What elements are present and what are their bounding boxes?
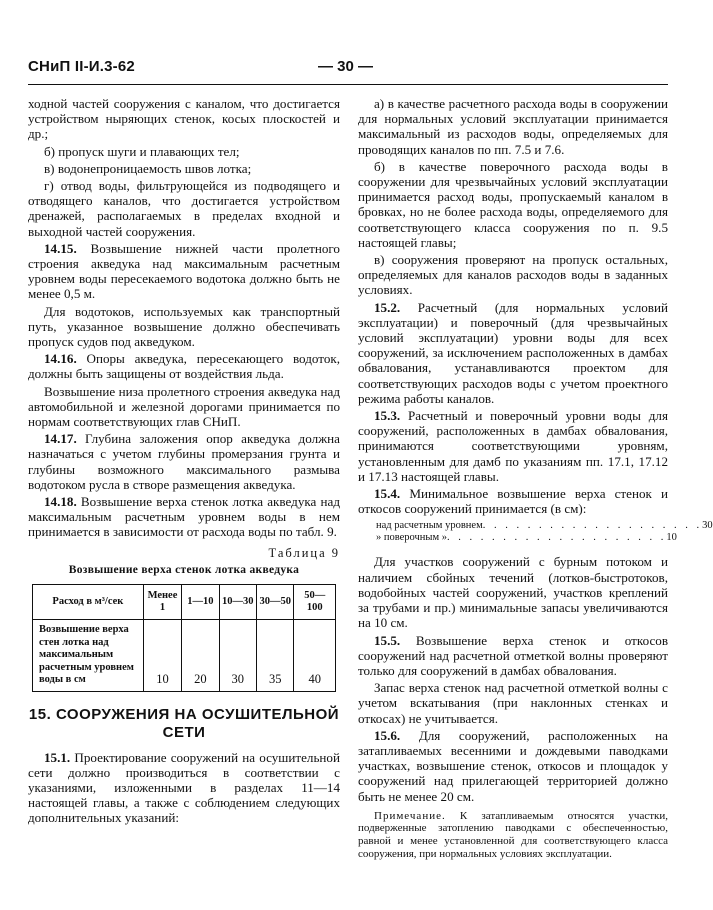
table-cell: 40 [294,620,336,692]
clause-text: Возвышение верха стенок и откосов сооружений над расчетной отметкой волны проверяют только для сооружений в дамбах обвалования. [358,632,669,678]
min-value: 30 [702,520,713,532]
clause-text: Расчетный (для нормальных условий эксплуатации) и поверочный (для чрезвычайных условий эксплуатации) уровни воды для всех сооружений, за исключением расположенных в дамбах обвалования, устанавливаются проектом для соответствующих расходов воды с учетом проектного режима работы каналов. [358,299,668,406]
clause-15-2 [358,300,668,406]
header-rule [28,84,668,85]
left-column [28,96,340,828]
page-header [28,58,668,80]
paragraph: Для водотоков, используемых как транспортный путь, указанное возвышение должно обеспечивать пропуск судов под акведуком. [28,303,340,350]
clause-text: Расчетный и поверочный уровни воды для сооружений, расположенных в дамбах обвалования, принимаются соответствующими уровням, установленным для дамб по указаниям пп. 17.1, 17.12 и 17.13 настоящей главы. [358,408,668,484]
list-item: г) отвод воды, фильтрующейся из подводящего и отводящего каналов, что достигается устройством дренажей, располагаемых в пределах входной и выходной частей сооружения. [28,178,340,239]
clause-15-3 [358,408,668,484]
clause-14-15 [28,241,340,302]
min-value-row [376,532,677,544]
clause-text: Возвышение верха стенок лотка акведука над максимальным расчетным уровнем воды в нем принимается в зависимости от расхода воды по табл. 9. [28,494,340,540]
paragraph: Запас верха стенок над расчетной отметкой волны с учетом вскатывания (при наклонных стенках и откосах) не учитывается. [358,680,668,726]
clause-text: Для сооружений, расположенных на затапливаемых весенними и дождевыми паводками участках, возвышение стенок, откосов и площадок у сооружений над прилегающей территорией должно быть не менее 20 см. [358,727,668,804]
clause-text: Глубина заложения опор акведука должна назначаться с учетом глубины промерзания грунта и глубины возможного максимального размыва водотоком русла в створе размещения акведука. [28,431,340,492]
table-cell: 20 [182,620,219,692]
table-title: Возвышение верха стенок лотка акведука [68,563,300,576]
clause-number: 14.17. [44,431,77,447]
list-item: б) пропуск шуги и плавающих тел; [44,143,240,159]
clause-15-5 [358,633,668,679]
table-header-cell: 50—100 [294,585,336,620]
table-header-cell: Расход в м³/сек [33,585,144,620]
clause-number: 14.18. [44,494,77,510]
min-value: 10 [666,532,677,544]
table-cell: 30 [219,620,256,692]
clause-14-16 [28,351,340,381]
clause-number: 15.5. [374,632,401,648]
clause-number: 15.6. [374,727,401,743]
table-caption: Таблица 9 [268,545,340,560]
table-header-cell: 1—10 [182,585,219,620]
table-header-cell: 30—50 [257,585,294,620]
clause-number: 15.2. [374,299,401,315]
list-item: в) водонепроницаемость швов лотка; [44,160,252,176]
clause-14-18 [28,494,340,540]
table-row-label: Возвышение верха стен лотка над максимальным расчетным уровнем воды в см [33,620,144,692]
clause-text: Возвышение нижней части пролетного строения акведука над максимальным расчетным уровнем воды пересекаемого водотока должно быть не менее 0,5 м. [28,240,340,302]
min-value-label: над расчетным уровнем [376,520,483,532]
clause-15-1 [28,750,340,826]
table-9 [32,584,336,692]
table-row [33,620,336,692]
min-value-row [376,520,713,532]
table-header-cell: 10—30 [219,585,256,620]
note-label: Примечание. [374,809,446,822]
clause-14-17 [28,431,340,492]
clause-number: 14.15. [44,240,77,256]
clause-text: Проектирование сооружений на осушительной сети должно производиться в соответствии с указаниями, изложенными в разделах 11—14 настоящей главы, а также с соблюдением следующих дополнительных указаний: [28,749,340,826]
note-text: К затапливаемым относятся участки, подверженные затоплению паводками с обеспеченностью, равной и менее установленной для соответствующего класса сооружения, при нормальных условиях эксплуатации. [358,809,668,860]
clause-number: 14.16. [44,351,77,367]
table-header-cell: Менее 1 [143,585,181,620]
leader-dots: . . . . . . . . . . . . . . . . . . . . [447,532,667,544]
list-item: в) сооружения проверяют на пропуск остальных, определяемых для каналов расходов воды в заданных условиях. [358,252,668,298]
clause-text: Минимальное возвышение верха стенок и откосов сооружений принимается (в см): [358,486,669,517]
table-cell: 35 [257,620,294,692]
right-column [358,96,713,860]
table-header-row [33,585,336,620]
paragraph: Для участков сооружений с бурным потоком и наличием сбойных течений (лотков-быстротоков, водобойных частей сооружений, участков креплений за трубами и пр.) минимальные запасы увеличиваются на 10 см. [358,554,668,631]
list-item: б) в качестве поверочного расхода воды в сооружении для чрезвычайных условий эксплуатации принимается расход воды, пропускаемый каналом в бровках, но не более расхода воды, определяемого для соответствующего класса сооружения по п. 9.5 настоящей главы; [358,158,668,250]
clause-text: Опоры акведука, пересекающего водоток, должны быть защищены от воздействия льда. [28,351,340,382]
page-number: — 30 — [318,58,374,75]
document-code: СНиП II-И.3-62 [28,58,135,75]
table-cell: 10 [143,620,181,692]
clause-15-4 [358,486,668,516]
list-item: а) в качестве расчетного расхода воды в сооружении для нормальных условий эксплуатации принимается максимальный из расходов воды, определяемых для проводящих каналов по пп. 7.5 и 7.6. [358,96,668,157]
paragraph: Возвышение низа пролетного строения акведука над автомобильной и железной дорогами принимается по нормам соответствующих глав СНиП. [28,383,340,430]
leader-dots: . . . . . . . . . . . . . . . . . . . . [482,520,703,532]
clause-15-6 [358,728,668,804]
footnote [358,810,668,860]
min-value-label: » поверочным » [376,532,448,544]
clause-number: 15.3. [374,408,401,424]
clause-number: 15.1. [44,749,71,765]
clause-number: 15.4. [374,486,401,502]
min-values-list [376,520,713,544]
section-heading: 15. СООРУЖЕНИЯ НА ОСУШИТЕЛЬНОЙ СЕТИ [28,705,340,741]
paragraph: ходной частей сооружения с каналом, что достигается устройством ныряющих стенок, косых плоскостей и др.; [28,96,340,142]
